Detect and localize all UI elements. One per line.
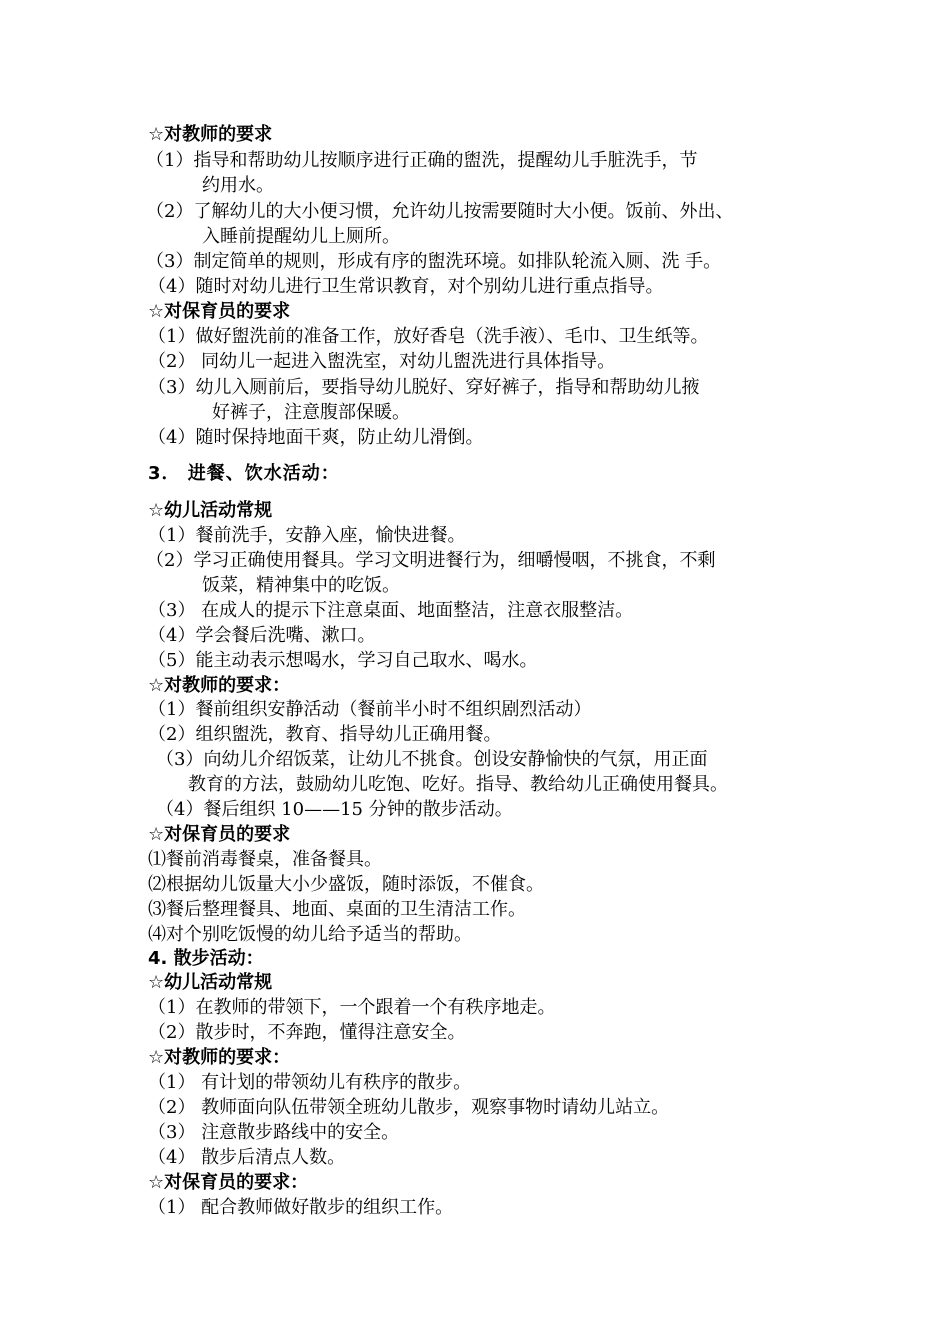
list-item: （1）指导和帮助幼儿按顺序进行正确的盥洗，提醒幼儿手脏洗手，节 (146, 150, 698, 171)
list-item: ⑴餐前消毒餐桌，准备餐具。 (148, 849, 382, 870)
list-item: （2）组织盥洗，教育、指导幼儿正确用餐。 (148, 724, 502, 745)
list-item: （3）向幼儿介绍饭菜，让幼儿不挑食。创设安静愉快的气氛，用正面 (156, 749, 708, 770)
teacher-requirements-heading: ☆对教师的要求 (148, 124, 273, 145)
section-heading-walk: 4. 散步活动： (148, 948, 264, 969)
list-item: （1） 配合教师做好散步的组织工作。 (148, 1197, 454, 1218)
list-item: ⑵根据幼儿饭量大小少盛饭，随时添饭，不催食。 (148, 874, 544, 895)
list-item: （2） 同幼儿一起进入盥洗室，对幼儿盥洗进行具体指导。 (148, 351, 616, 372)
child-routine-heading: ☆幼儿活动常规 (148, 500, 273, 521)
teacher-requirements-heading: ☆对教师的要求： (148, 1047, 291, 1068)
nurse-requirements-heading: ☆对保育员的要求 (148, 824, 291, 845)
list-item: （3）制定简单的规则，形成有序的盥洗环境。如排队轮流入厕、洗 手。 (146, 251, 722, 272)
child-routine-heading: ☆幼儿活动常规 (148, 972, 273, 993)
list-item: （4）餐后组织 10——15 分钟的散步活动。 (156, 799, 513, 820)
list-item: （4）随时保持地面干爽，防止幼儿滑倒。 (148, 427, 484, 448)
list-item: （3）幼儿入厕前后，要指导幼儿脱好、穿好裤子，指导和帮助幼儿掖 (148, 377, 700, 398)
list-item: （1）做好盥洗前的准备工作，放好香皂（洗手液）、毛巾、卫生纸等。 (148, 326, 709, 347)
list-item: （4） 散步后清点人数。 (148, 1147, 346, 1168)
list-item: （4）学会餐后洗嘴、漱口。 (148, 625, 376, 646)
list-item: （4）随时对幼儿进行卫生常识教育，对个别幼儿进行重点指导。 (148, 276, 664, 297)
section-heading-meals: 3． 进餐、饮水活动： (148, 463, 340, 484)
list-item: （1）餐前组织安静活动（餐前半小时不组织剧烈活动） (148, 699, 592, 720)
list-item: （2）了解幼儿的大小便习惯，允许幼儿按需要随时大小便。饭前、外出、 (146, 201, 734, 222)
list-item-continuation: 入睡前提醒幼儿上厕所。 (202, 226, 400, 247)
list-item: （3） 在成人的提示下注意桌面、地面整洁，注意衣服整洁。 (148, 600, 634, 621)
list-item: （1） 有计划的带领幼儿有秩序的散步。 (148, 1072, 472, 1093)
list-item: ⑷对个别吃饭慢的幼儿给予适当的帮助。 (148, 924, 472, 945)
nurse-requirements-heading: ☆对保育员的要求： (148, 1172, 309, 1193)
list-item: （2） 教师面向队伍带领全班幼儿散步，观察事物时请幼儿站立。 (148, 1097, 670, 1118)
list-item-continuation: 约用水。 (202, 175, 274, 196)
list-item: （3） 注意散步路线中的安全。 (148, 1122, 400, 1143)
list-item-continuation: 好裤子，注意腹部保暖。 (212, 402, 410, 423)
list-item: （2）散步时，不奔跑，懂得注意安全。 (148, 1022, 466, 1043)
list-item-continuation: 教育的方法，鼓励幼儿吃饱、吃好。指导、教给幼儿正确使用餐具。 (188, 774, 728, 795)
list-item: ⑶餐后整理餐具、地面、桌面的卫生清洁工作。 (148, 899, 526, 920)
list-item: （1）在教师的带领下，一个跟着一个有秩序地走。 (148, 997, 556, 1018)
list-item-continuation: 饭菜，精神集中的吃饭。 (202, 575, 400, 596)
list-item: （5）能主动表示想喝水，学习自己取水、喝水。 (148, 650, 538, 671)
list-item: （2）学习正确使用餐具。学习文明进餐行为，细嚼慢咽，不挑食，不剩 (146, 550, 716, 571)
list-item: （1）餐前洗手，安静入座，愉快进餐。 (148, 525, 466, 546)
teacher-requirements-heading: ☆对教师的要求： (148, 675, 291, 696)
nurse-requirements-heading: ☆对保育员的要求 (148, 301, 291, 322)
